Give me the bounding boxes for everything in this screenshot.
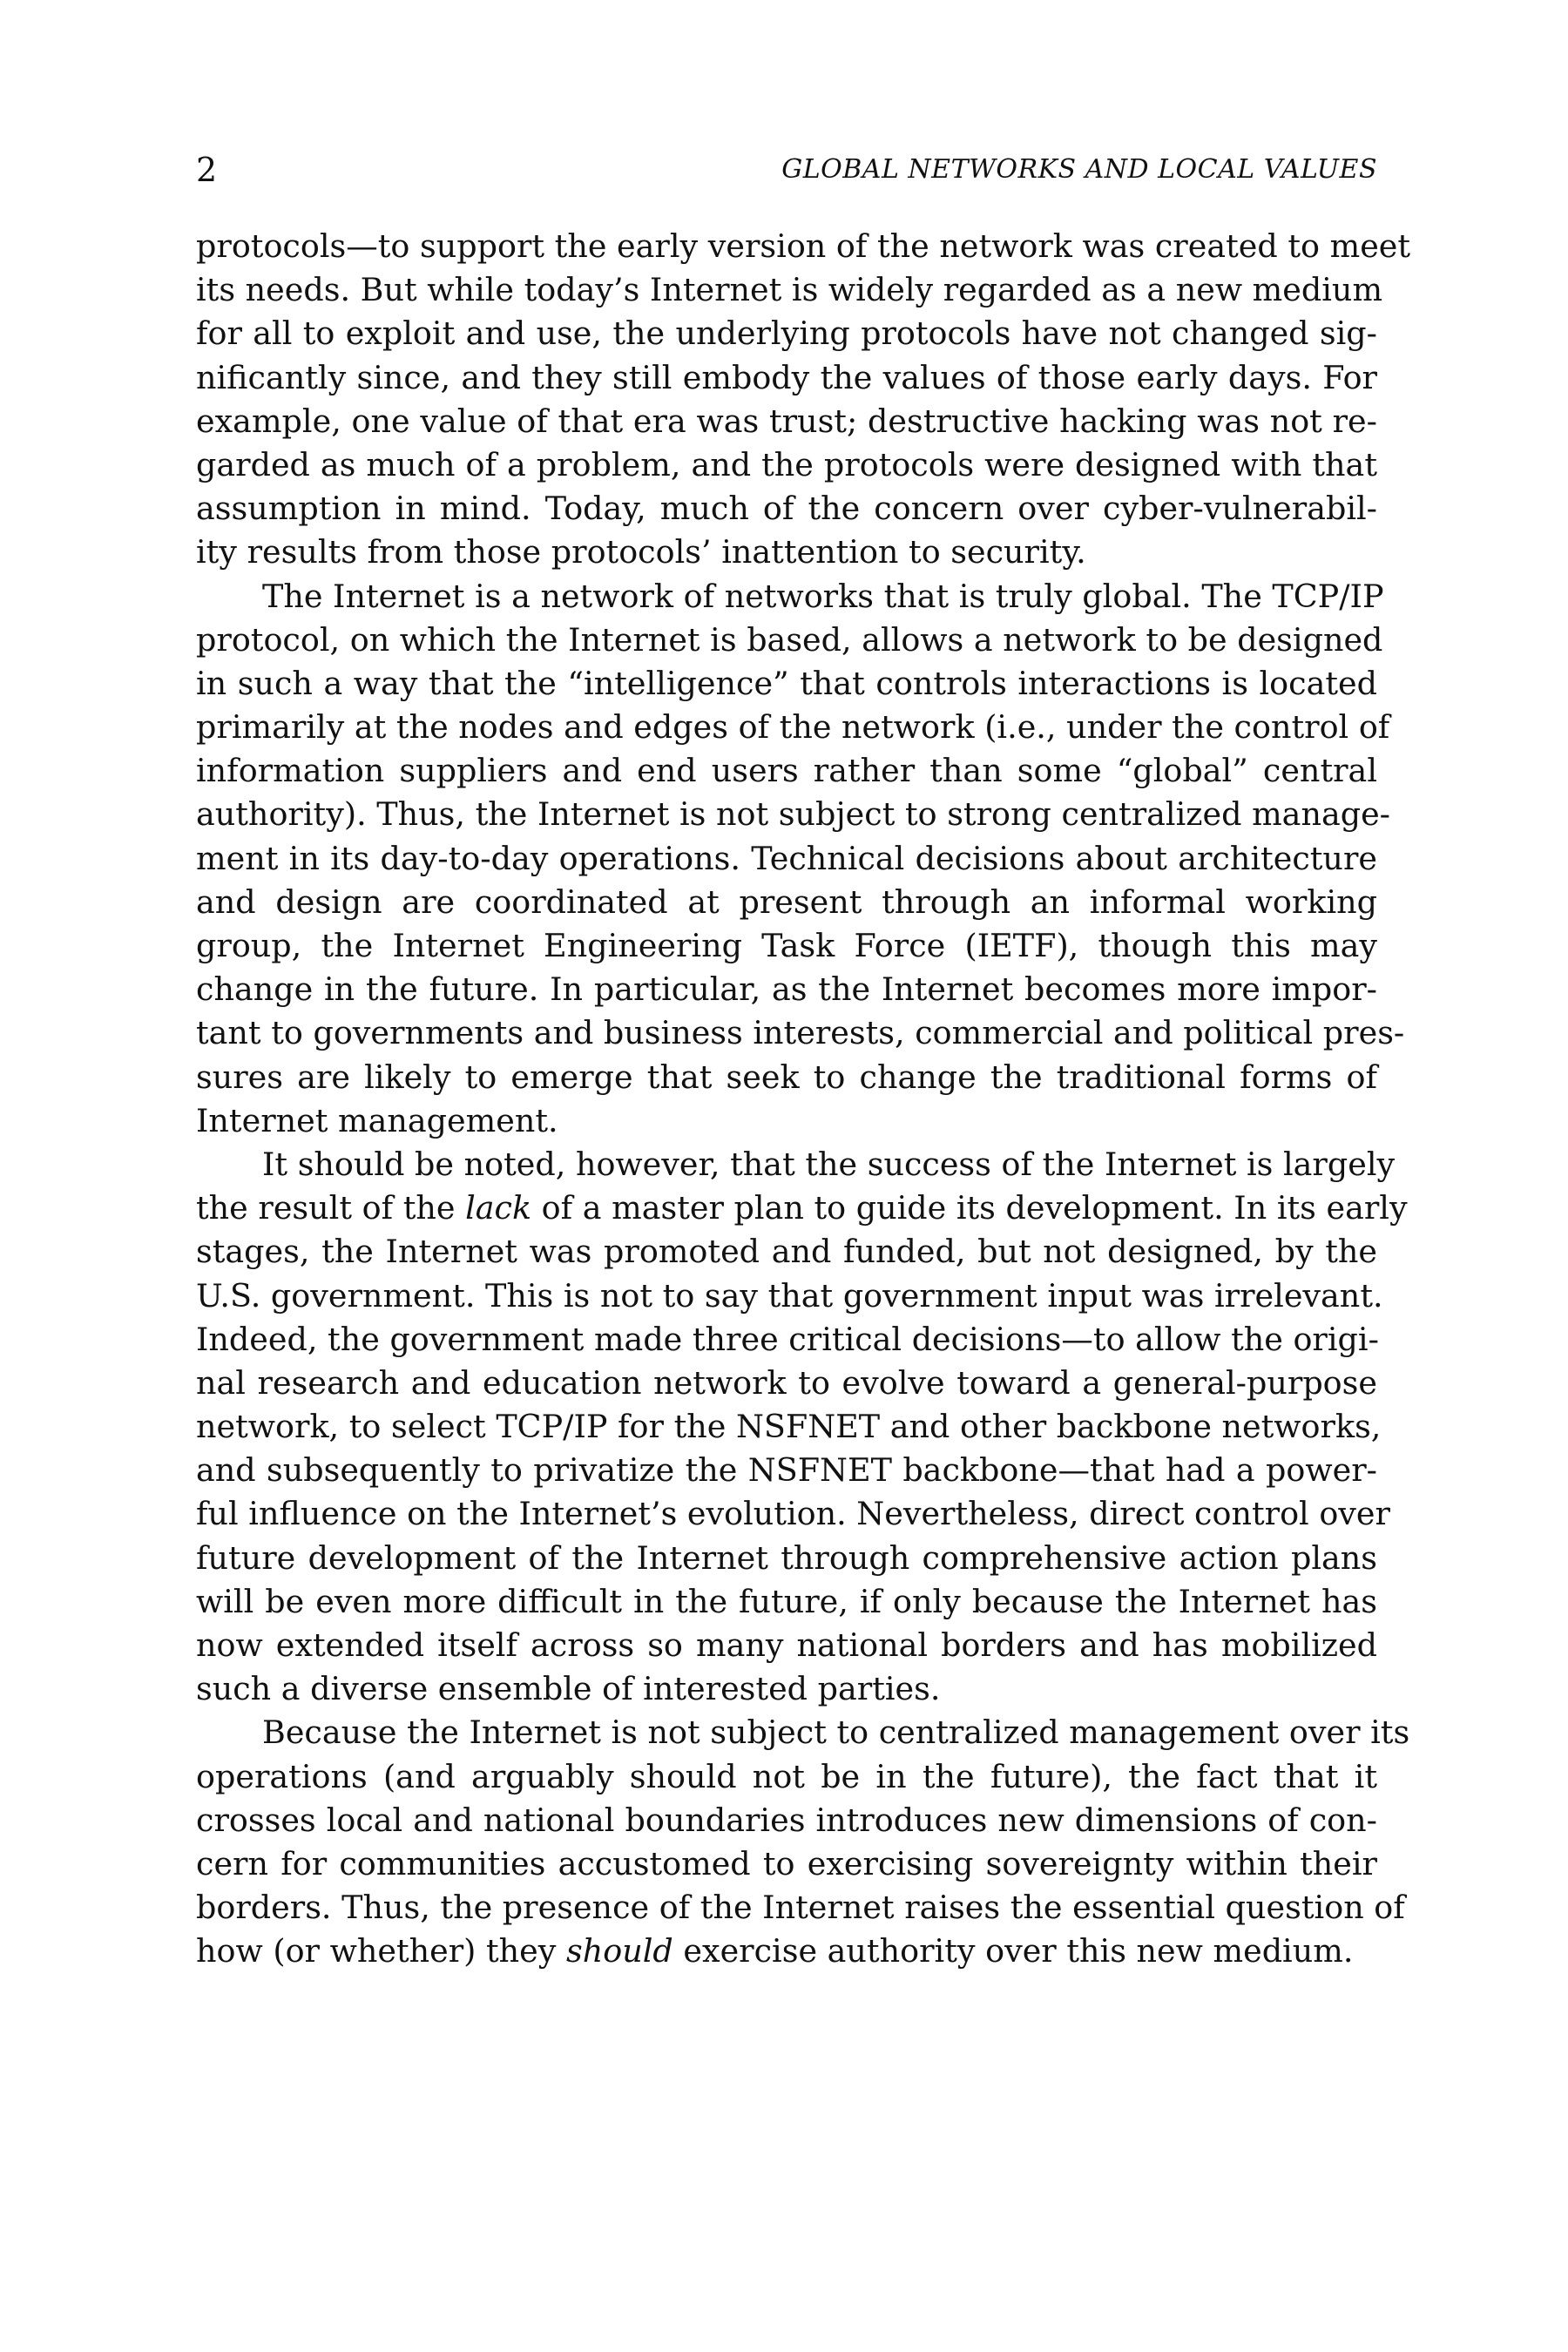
text-segment: of a master plan to guide its development. In its early — [531, 1189, 1408, 1227]
text-line — [196, 749, 1377, 793]
text-segment: will be even more difficult in the future, if only because the Internet has — [196, 1582, 1377, 1620]
text-segment: cern for communities accustomed to exercising sovereignty within their — [196, 1844, 1377, 1882]
text-line — [196, 1799, 1377, 1842]
text-line — [196, 706, 1390, 749]
emphasis-text: lack — [465, 1189, 532, 1227]
text-segment: primarily at the nodes and edges of the network (i.e., under the control of — [196, 708, 1390, 747]
text-segment: information suppliers and end users rather than some “global” central — [196, 752, 1377, 790]
text-segment: now extended itself across so many national borders and has mobilized — [196, 1626, 1377, 1664]
text-line — [196, 1186, 1408, 1230]
text-segment: nificantly since, and they still embody the values of those early days. For — [196, 358, 1377, 396]
body-text — [196, 225, 1411, 1974]
page-number: 2 — [196, 151, 218, 189]
text-segment: tant to governments and business interests, commercial and political pres- — [196, 1014, 1405, 1052]
text-line — [196, 1011, 1405, 1055]
text-segment: U.S. government. This is not to say that government input was irrelevant. — [196, 1276, 1383, 1315]
text-line — [196, 618, 1383, 662]
text-line — [196, 531, 1377, 574]
text-segment: ity results from those protocols’ inattention to security. — [196, 533, 1086, 571]
text-line — [196, 1318, 1377, 1362]
text-line — [196, 356, 1377, 400]
text-line — [196, 881, 1377, 924]
text-segment: It should be noted, however, that the success of the Internet is largely — [262, 1145, 1396, 1183]
text-line — [196, 312, 1377, 355]
text-segment: and design are coordinated at present through an informal working — [196, 882, 1377, 921]
text-segment: operations (and arguably should not be in the future), the fact that it — [196, 1757, 1377, 1795]
text-line — [196, 1537, 1377, 1580]
text-segment: stages, the Internet was promoted and funded, but not designed, by the — [196, 1233, 1377, 1271]
text-segment: how (or whether) they — [196, 1932, 567, 1970]
text-segment: Internet management. — [196, 1101, 558, 1139]
text-line — [196, 968, 1377, 1011]
text-segment: The Internet is a network of networks that is truly global. The TCP/IP — [262, 577, 1384, 615]
text-line — [196, 1492, 1390, 1536]
text-line — [196, 443, 1377, 487]
text-line — [196, 1624, 1377, 1667]
text-segment: Indeed, the government made three critical decisions—to allow the origi- — [196, 1320, 1379, 1358]
text-segment: sures are likely to emerge that seek to change the traditional forms of — [196, 1058, 1377, 1096]
text-line — [196, 1667, 1377, 1711]
text-segment: its needs. But while today’s Internet is widely regarded as a new medium — [196, 271, 1383, 309]
text-line — [196, 1230, 1377, 1274]
running-header — [196, 148, 1377, 192]
text-segment: crosses local and national boundaries introduces new dimensions of con- — [196, 1801, 1377, 1839]
text-segment: authority). Thus, the Internet is not subject to strong centralized manage- — [196, 795, 1391, 834]
text-line — [196, 1143, 1396, 1186]
text-segment: protocol, on which the Internet is based, allows a network to be designed — [196, 620, 1383, 659]
text-segment: for all to exploit and use, the underlying protocols have not changed sig- — [196, 314, 1377, 353]
text-line — [196, 1099, 1377, 1143]
text-segment: in such a way that the “intelligence” that controls interactions is located — [196, 664, 1377, 702]
text-line — [196, 400, 1377, 443]
text-segment: protocols—to support the early version of the network was created to meet — [196, 227, 1411, 265]
text-segment: future development of the Internet through comprehensive action plans — [196, 1538, 1377, 1577]
text-line — [196, 1842, 1377, 1886]
text-segment: change in the future. In particular, as the Internet becomes more impor- — [196, 970, 1377, 1009]
text-line — [196, 1711, 1410, 1754]
text-line — [196, 1755, 1377, 1799]
text-line — [196, 1274, 1383, 1318]
text-line — [196, 1930, 1377, 1973]
text-segment: Because the Internet is not subject to centralized management over its — [262, 1713, 1410, 1752]
text-line — [196, 1056, 1377, 1099]
text-segment: the result of the — [196, 1189, 466, 1227]
text-segment: and subsequently to privatize the NSFNET backbone—that had a power- — [196, 1451, 1377, 1490]
text-line — [196, 1405, 1382, 1449]
text-segment: ment in its day-to-day operations. Technical decisions about architecture — [196, 839, 1377, 877]
text-segment: exercise authority over this new medium. — [672, 1932, 1354, 1970]
running-title: GLOBAL NETWORKS AND LOCAL VALUES — [781, 154, 1377, 185]
text-segment: such a diverse ensemble of interested parties. — [196, 1670, 941, 1708]
text-segment: borders. Thus, the presence of the Internet raises the essential question of — [196, 1889, 1405, 1927]
text-line — [196, 662, 1377, 706]
text-line — [196, 1886, 1405, 1930]
text-line — [196, 837, 1377, 881]
text-line — [196, 924, 1377, 968]
text-segment: group, the Internet Engineering Task Force (IETF), though this may — [196, 927, 1377, 964]
text-line — [196, 1362, 1377, 1405]
emphasis-text: should — [566, 1932, 673, 1970]
text-line — [196, 225, 1411, 268]
text-segment: assumption in mind. Today, much of the concern over cyber-vulnerabil- — [196, 490, 1377, 528]
text-segment: nal research and education network to evolve toward a general-purpose — [196, 1363, 1377, 1402]
text-segment: garded as much of a problem, and the protocols were designed with that — [196, 445, 1377, 483]
text-line — [196, 793, 1391, 836]
text-line — [196, 1580, 1377, 1624]
text-segment: example, one value of that era was trust; destructive hacking was not re- — [196, 402, 1377, 440]
text-line — [196, 268, 1383, 312]
text-line — [196, 575, 1384, 618]
text-line — [196, 487, 1377, 531]
text-segment: ful influence on the Internet’s evolution. Nevertheless, direct control over — [196, 1495, 1390, 1533]
text-segment: network, to select TCP/IP for the NSFNET and other backbone networks, — [196, 1408, 1382, 1446]
text-line — [196, 1449, 1377, 1492]
